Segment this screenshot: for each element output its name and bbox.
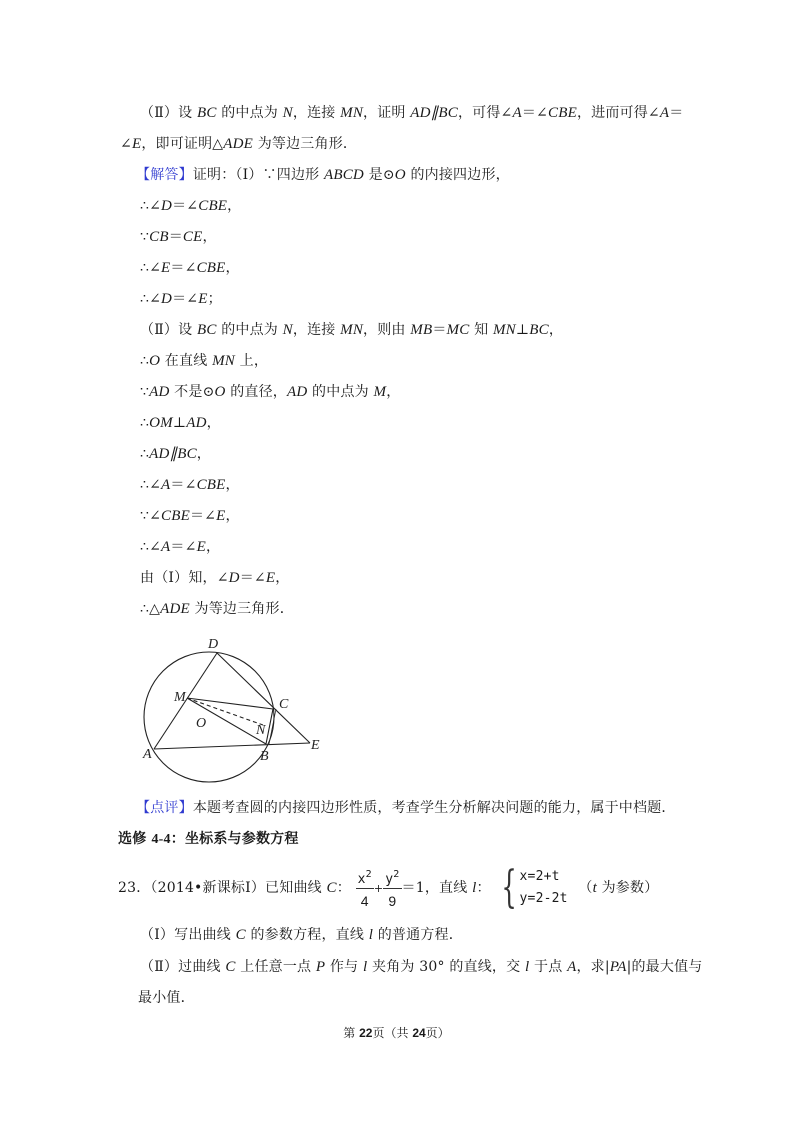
page-footer (0, 1024, 793, 1041)
text-segment: 的直径， (225, 384, 287, 400)
math-variable: BC (529, 322, 549, 338)
geometry-figure (130, 630, 330, 790)
math-variable: A (512, 105, 522, 121)
text-segment: ∴∠ (140, 291, 162, 307)
problem-source: （2014•新课标Ⅰ）已知曲线 (150, 880, 327, 896)
math-variable: OM (149, 415, 173, 431)
solution-step-14 (140, 599, 294, 619)
math-variable: A (659, 105, 670, 121)
frac2-exp: 2 (393, 869, 400, 880)
text-segment: 在直线 (160, 353, 213, 369)
text-segment: ∠ (120, 136, 132, 152)
math-variable: ABCD (324, 167, 364, 183)
text-segment: ， (196, 446, 211, 462)
text-segment: ＝∠ (239, 570, 266, 586)
text-segment: ∵∠ (140, 508, 162, 524)
math-variable: E (196, 539, 206, 555)
text-segment: ， (548, 322, 564, 338)
math-variable: MN (212, 353, 235, 369)
footer-suffix: 页） (425, 1026, 450, 1040)
text-segment: ，求| (576, 959, 610, 975)
solution-step-6 (140, 351, 268, 371)
text-segment: 为等边三角形． (253, 136, 358, 152)
text-segment: （Ⅱ）过曲线 (140, 959, 226, 975)
math-variable: CE (182, 229, 203, 245)
solution-step-2 (140, 227, 217, 247)
text-segment: 的中点为 (216, 322, 283, 338)
text-segment: ， (206, 415, 221, 431)
footer-page-number: 22 (359, 1026, 373, 1040)
solution-step-3 (140, 258, 240, 278)
math-variable: MN (340, 322, 364, 338)
math-variable: CBE (548, 105, 577, 121)
math-variable: MN (340, 105, 364, 121)
math-variable: E (198, 291, 208, 307)
math-variable: ADE (160, 601, 190, 617)
text-segment: ， (275, 570, 290, 586)
text-segment: 由（Ⅰ）知，∠ (140, 570, 229, 586)
text-segment: 的参数方程，直线 (245, 927, 369, 943)
colon: ： (336, 880, 351, 896)
parametric-system (495, 862, 568, 913)
text-segment: ∴∠ (140, 539, 162, 555)
param-note-close: 为参数） (596, 880, 659, 896)
text-segment: ∴∠ (140, 477, 162, 493)
text-segment: 的中点为 (216, 105, 283, 121)
text-segment: 于点 (529, 959, 568, 975)
problem-23-question-1 (140, 925, 463, 945)
text-segment: ＝∠ (189, 508, 217, 524)
frac1-den: 4 (360, 893, 369, 909)
solution-step-13 (140, 568, 289, 588)
text-segment: 作与 (325, 959, 363, 975)
comment (136, 798, 676, 818)
circle-o (144, 652, 274, 782)
text-segment: ， (205, 539, 221, 555)
math-variable: BC (196, 322, 217, 338)
problem-23-statement (118, 862, 659, 913)
plus-sign: + (373, 882, 384, 895)
curve-name: C (326, 880, 337, 896)
text-segment: ⊥ (172, 415, 187, 431)
math-variable: O (149, 353, 161, 369)
fraction-y2-over-9 (383, 867, 401, 909)
math-variable: MN (492, 322, 516, 338)
label-m: M (174, 690, 186, 705)
text-segment: ， (225, 477, 240, 493)
text-segment: |的最大值与 (626, 959, 703, 975)
solution-step-5 (140, 320, 563, 340)
text-segment: ，可得∠ (457, 105, 513, 121)
text-segment: ∴ (140, 446, 150, 462)
label-a: A (143, 747, 152, 762)
math-variable: C (235, 927, 246, 943)
text-segment: 证明：（Ⅰ）∵四边形 (192, 167, 324, 183)
text-segment: 是⊙ (363, 167, 395, 183)
label-c: C (279, 697, 289, 712)
math-variable: AD∥BC (149, 446, 197, 462)
left-brace-icon: { (501, 862, 518, 913)
math-variable: D (161, 291, 173, 307)
math-variable: l (368, 927, 374, 943)
math-variable: E (131, 136, 142, 152)
math-variable: A (567, 959, 577, 975)
text-segment: ，证明 (363, 105, 411, 121)
text-segment: ， (225, 508, 240, 524)
math-variable: PA (609, 959, 627, 975)
text-segment: ＝∠ (170, 539, 197, 555)
math-variable: P (315, 959, 326, 975)
math-variable: AD (186, 415, 207, 431)
text-segment: （Ⅱ）设 (140, 105, 197, 121)
math-variable: C (225, 959, 236, 975)
text-segment: 的中点为 (307, 384, 374, 400)
text-segment: ∴△ (140, 601, 161, 617)
math-variable: O (214, 384, 226, 400)
math-variable: N (282, 322, 293, 338)
text-segment: ，进而可得∠ (576, 105, 660, 121)
math-variable: MC (446, 322, 470, 338)
system-line-1: x=2+t (519, 869, 560, 884)
text-segment: ，连接 (292, 105, 341, 121)
math-variable: AD (287, 384, 308, 400)
text-segment: ＝∠ (170, 477, 197, 493)
comment-label: 【点评】 (136, 800, 193, 816)
solution-step-8 (140, 413, 221, 433)
label-o: O (196, 716, 207, 731)
text-segment: 知 (469, 322, 493, 338)
text-segment: ， (227, 198, 242, 214)
text-segment: ， (225, 260, 240, 276)
text-segment: ∴∠ (140, 198, 162, 214)
math-variable: A (161, 477, 171, 493)
footer-total-pages: 24 (412, 1026, 426, 1040)
math-variable: MB (410, 322, 433, 338)
solution-label: 【解答】 (136, 167, 193, 183)
text-segment: ＝∠ (172, 198, 199, 214)
fraction-x2-over-4 (356, 867, 374, 909)
math-variable: BC (196, 105, 217, 121)
problem-23-question-2-line1 (140, 957, 702, 977)
problem-23-question-2-line2 (138, 988, 195, 1008)
line-name: l (472, 880, 477, 896)
section-title-suffix: ：坐标系与参数方程 (170, 831, 299, 847)
label-b: B (260, 749, 269, 764)
text-segment: ＝ (669, 105, 684, 121)
text-segment: ∵ (140, 384, 150, 400)
text-segment: （Ⅱ）设 (140, 322, 197, 338)
text-segment: 上， (234, 353, 269, 369)
text-segment: ＝∠ (521, 105, 548, 121)
solution-step-9 (140, 444, 211, 464)
text-segment: ＝∠ (172, 291, 199, 307)
line-colon: ： (476, 880, 491, 896)
section-heading (118, 829, 299, 850)
footer-prefix: 第 (343, 1026, 360, 1040)
math-variable: M (373, 384, 387, 400)
text-segment: ，即可证明△ (141, 136, 224, 152)
math-variable: l (524, 959, 530, 975)
text-segment: ＝∠ (170, 260, 197, 276)
solution-intro-text (193, 167, 510, 183)
text-segment: 的内接四边形， (405, 167, 510, 183)
label-n: N (256, 723, 266, 738)
text-segment: ＝ (432, 322, 447, 338)
solution-intro (136, 165, 510, 185)
math-variable: CBE (196, 260, 226, 276)
math-variable: ADE (223, 136, 254, 152)
system-line-2: y=2-2t (519, 891, 568, 906)
solution-step-12 (140, 537, 220, 557)
solution-step-4 (140, 289, 222, 309)
text-segment: ⊥ (515, 322, 530, 338)
math-variable: N (282, 105, 293, 121)
solution-step-1 (140, 196, 241, 216)
math-variable: AD∥BC (410, 105, 458, 121)
math-variable: CBE (196, 477, 226, 493)
problem-number: 23． (118, 880, 151, 896)
text-segment: ∴∠ (140, 260, 162, 276)
text-segment: （Ⅰ）写出曲线 (140, 927, 236, 943)
text-segment: ； (207, 291, 222, 307)
param-note (578, 880, 658, 896)
math-variable: D (228, 570, 240, 586)
math-variable: E (265, 570, 276, 586)
footer-mid: 页（共 (372, 1026, 413, 1040)
text-segment: ， (386, 384, 401, 400)
math-variable: AD (149, 384, 170, 400)
math-variable: E (161, 260, 171, 276)
text-segment: ＝ (168, 229, 183, 245)
frac1-exp: 2 (365, 869, 372, 880)
comment-text: 本题考查圆的内接四边形性质，考查学生分析解决问题的能力，属于中档题． (192, 800, 676, 816)
frac1-num: x (357, 872, 366, 887)
solution-step-10 (140, 475, 240, 495)
analysis-part2-line1 (140, 103, 683, 123)
math-variable: CBE (161, 508, 190, 524)
section-title-prefix: 选修 (118, 831, 152, 847)
math-variable: A (161, 539, 171, 555)
param-var: t (592, 880, 597, 896)
text-segment: 为等边三角形． (189, 601, 294, 617)
text-segment: ，则由 (363, 322, 411, 338)
math-variable: O (394, 167, 406, 183)
text-segment: 夹角为 30° 的直线，交 (367, 959, 525, 975)
math-variable: CB (149, 229, 169, 245)
solution-step-7 (140, 382, 400, 402)
text-segment: ∴ (140, 415, 150, 431)
text-segment: ∵ (140, 229, 150, 245)
math-variable: l (362, 959, 368, 975)
analysis-part2-line2 (120, 134, 357, 154)
frac2-num: y (385, 872, 394, 887)
solution-step-11 (140, 506, 240, 526)
text-segment: 最小值． (138, 990, 195, 1006)
text-segment: ， (202, 229, 217, 245)
math-variable: D (161, 198, 173, 214)
label-d: D (208, 637, 219, 652)
math-variable: CBE (198, 198, 228, 214)
text-segment: ∴ (140, 353, 150, 369)
text-segment: 的普通方程． (373, 927, 463, 943)
text-segment: 上任意一点 (235, 959, 316, 975)
text-segment: ，连接 (292, 322, 341, 338)
text-segment: 不是⊙ (169, 384, 215, 400)
param-note-open: （ (578, 880, 593, 896)
equation-rhs: ＝1，直线 (401, 880, 473, 896)
section-title-num: 4-4 (151, 832, 171, 847)
math-variable: E (216, 508, 226, 524)
frac2-den: 9 (388, 893, 397, 909)
label-e: E (311, 738, 320, 753)
